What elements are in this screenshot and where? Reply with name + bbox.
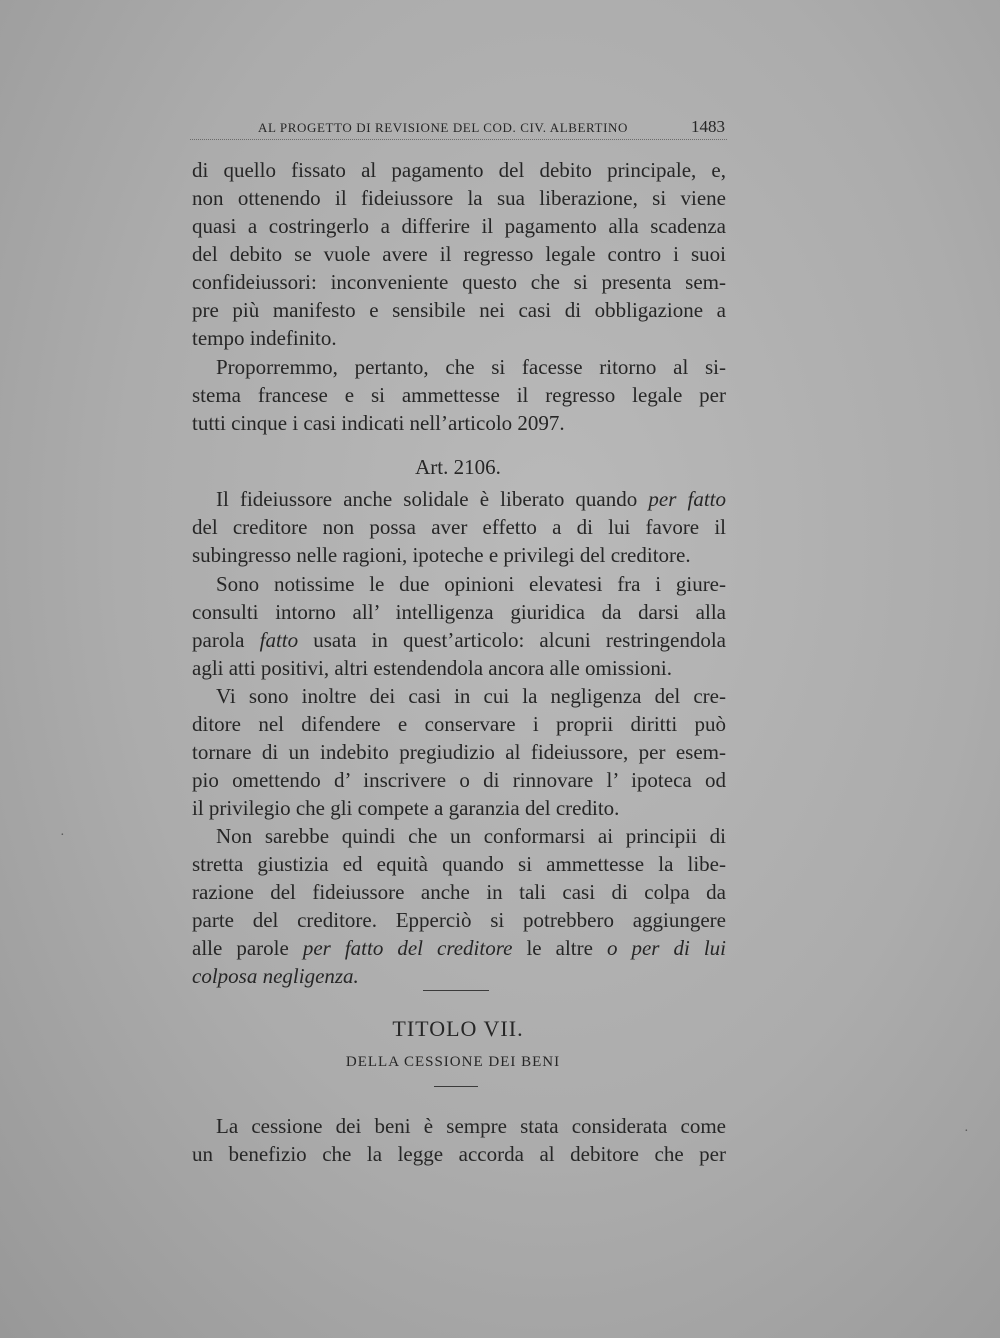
text-line: razione del fideiussore anche in tali casi di colpa da [192, 880, 726, 904]
text-line: tornare di un indebito pregiudizio al fideiussore, per esem- [192, 740, 726, 764]
section-title: TITOLO VII. [392, 1016, 524, 1041]
text-line: Non sarebbe quindi che un conformarsi ai principii di [216, 824, 726, 848]
article-text-segment: Il fideiussore anche solidale è liberato quando [216, 487, 649, 511]
section-separator [423, 990, 489, 991]
text-line: Proporremmo, pertanto, che si facesse ritorno al si- [216, 355, 726, 379]
text-line: di quello fissato al pagamento del debito principale, e, [192, 158, 726, 182]
text-line: del debito se vuole avere il regresso legale contro i suoi [192, 242, 726, 266]
text-line: un benefizio che la legge accorda al debitore che per [192, 1142, 726, 1166]
text-segment: le altre [512, 936, 607, 960]
text-line [192, 626, 726, 654]
scan-speck: · [964, 1124, 969, 1139]
text-line: ditore nel difendere e conservare i proprii diritti può [192, 712, 726, 736]
text-line: tempo indefinito. [192, 326, 337, 350]
page-header [190, 117, 727, 140]
text-line: pre più manifesto e sensibile nei casi di obbligazione a [192, 298, 726, 322]
text-line: il privilegio che gli compete a garanzia del credito. [192, 796, 620, 820]
text-line: quasi a costringerlo a differire il pagamento alla scadenza [192, 214, 726, 238]
text-line: consulti intorno all’ intelligenza giuridica da darsi alla [192, 600, 726, 624]
article-text-line: subingresso nelle ragioni, ipoteche e privilegi del creditore. [192, 543, 691, 567]
scan-speck: · [60, 828, 65, 843]
text-italic: colposa negligenza. [192, 964, 359, 988]
article-text-line: del creditore non possa aver effetto a di lui favore il [192, 515, 726, 539]
text-italic: fatto [259, 628, 299, 652]
text-line: Sono notissime le due opinioni elevatesi fra i giure- [216, 572, 726, 596]
text-segment: usata in quest’articolo: alcuni restringendola [298, 628, 726, 652]
text-line [192, 934, 726, 962]
text-segment: parola [192, 628, 260, 652]
article-text-line [216, 485, 726, 513]
text-line: tutti cinque i casi indicati nell’articolo 2097. [192, 411, 565, 435]
article-heading: Art. 2106. [415, 455, 501, 479]
text-line: stretta giustizia ed equità quando si ammettesse la libe- [192, 852, 726, 876]
text-line: pio omettendo d’ inscrivere o di rinnovare l’ ipoteca od [192, 768, 726, 792]
text-line [192, 962, 726, 990]
text-line: stema francese e si ammettesse il regresso legale per [192, 383, 726, 407]
text-italic: per fatto del creditore [302, 936, 513, 960]
text-line: Vi sono inoltre dei casi in cui la negligenza del cre- [216, 684, 726, 708]
text-line: La cessione dei beni è sempre stata considerata come [216, 1114, 726, 1138]
text-line: confideiussori: inconveniente questo che si presenta sem- [192, 270, 726, 294]
text-line: non ottenendo il fideiussore la sua liberazione, si viene [192, 186, 726, 210]
text-line: parte del creditore. Epperciò si potrebbero aggiungere [192, 908, 726, 932]
section-separator [434, 1086, 478, 1087]
page-number: 1483 [691, 117, 725, 136]
text-segment: alle parole [192, 936, 303, 960]
running-head: AL PROGETTO DI REVISIONE DEL COD. CIV. ALBERTINO [258, 120, 628, 135]
article-text-italic: per fatto [648, 487, 727, 511]
section-subtitle: DELLA CESSIONE DEI BENI [345, 1054, 561, 1070]
text-italic: o per di lui [606, 936, 726, 960]
text-line: agli atti positivi, altri estendendola ancora alle omissioni. [192, 656, 672, 680]
